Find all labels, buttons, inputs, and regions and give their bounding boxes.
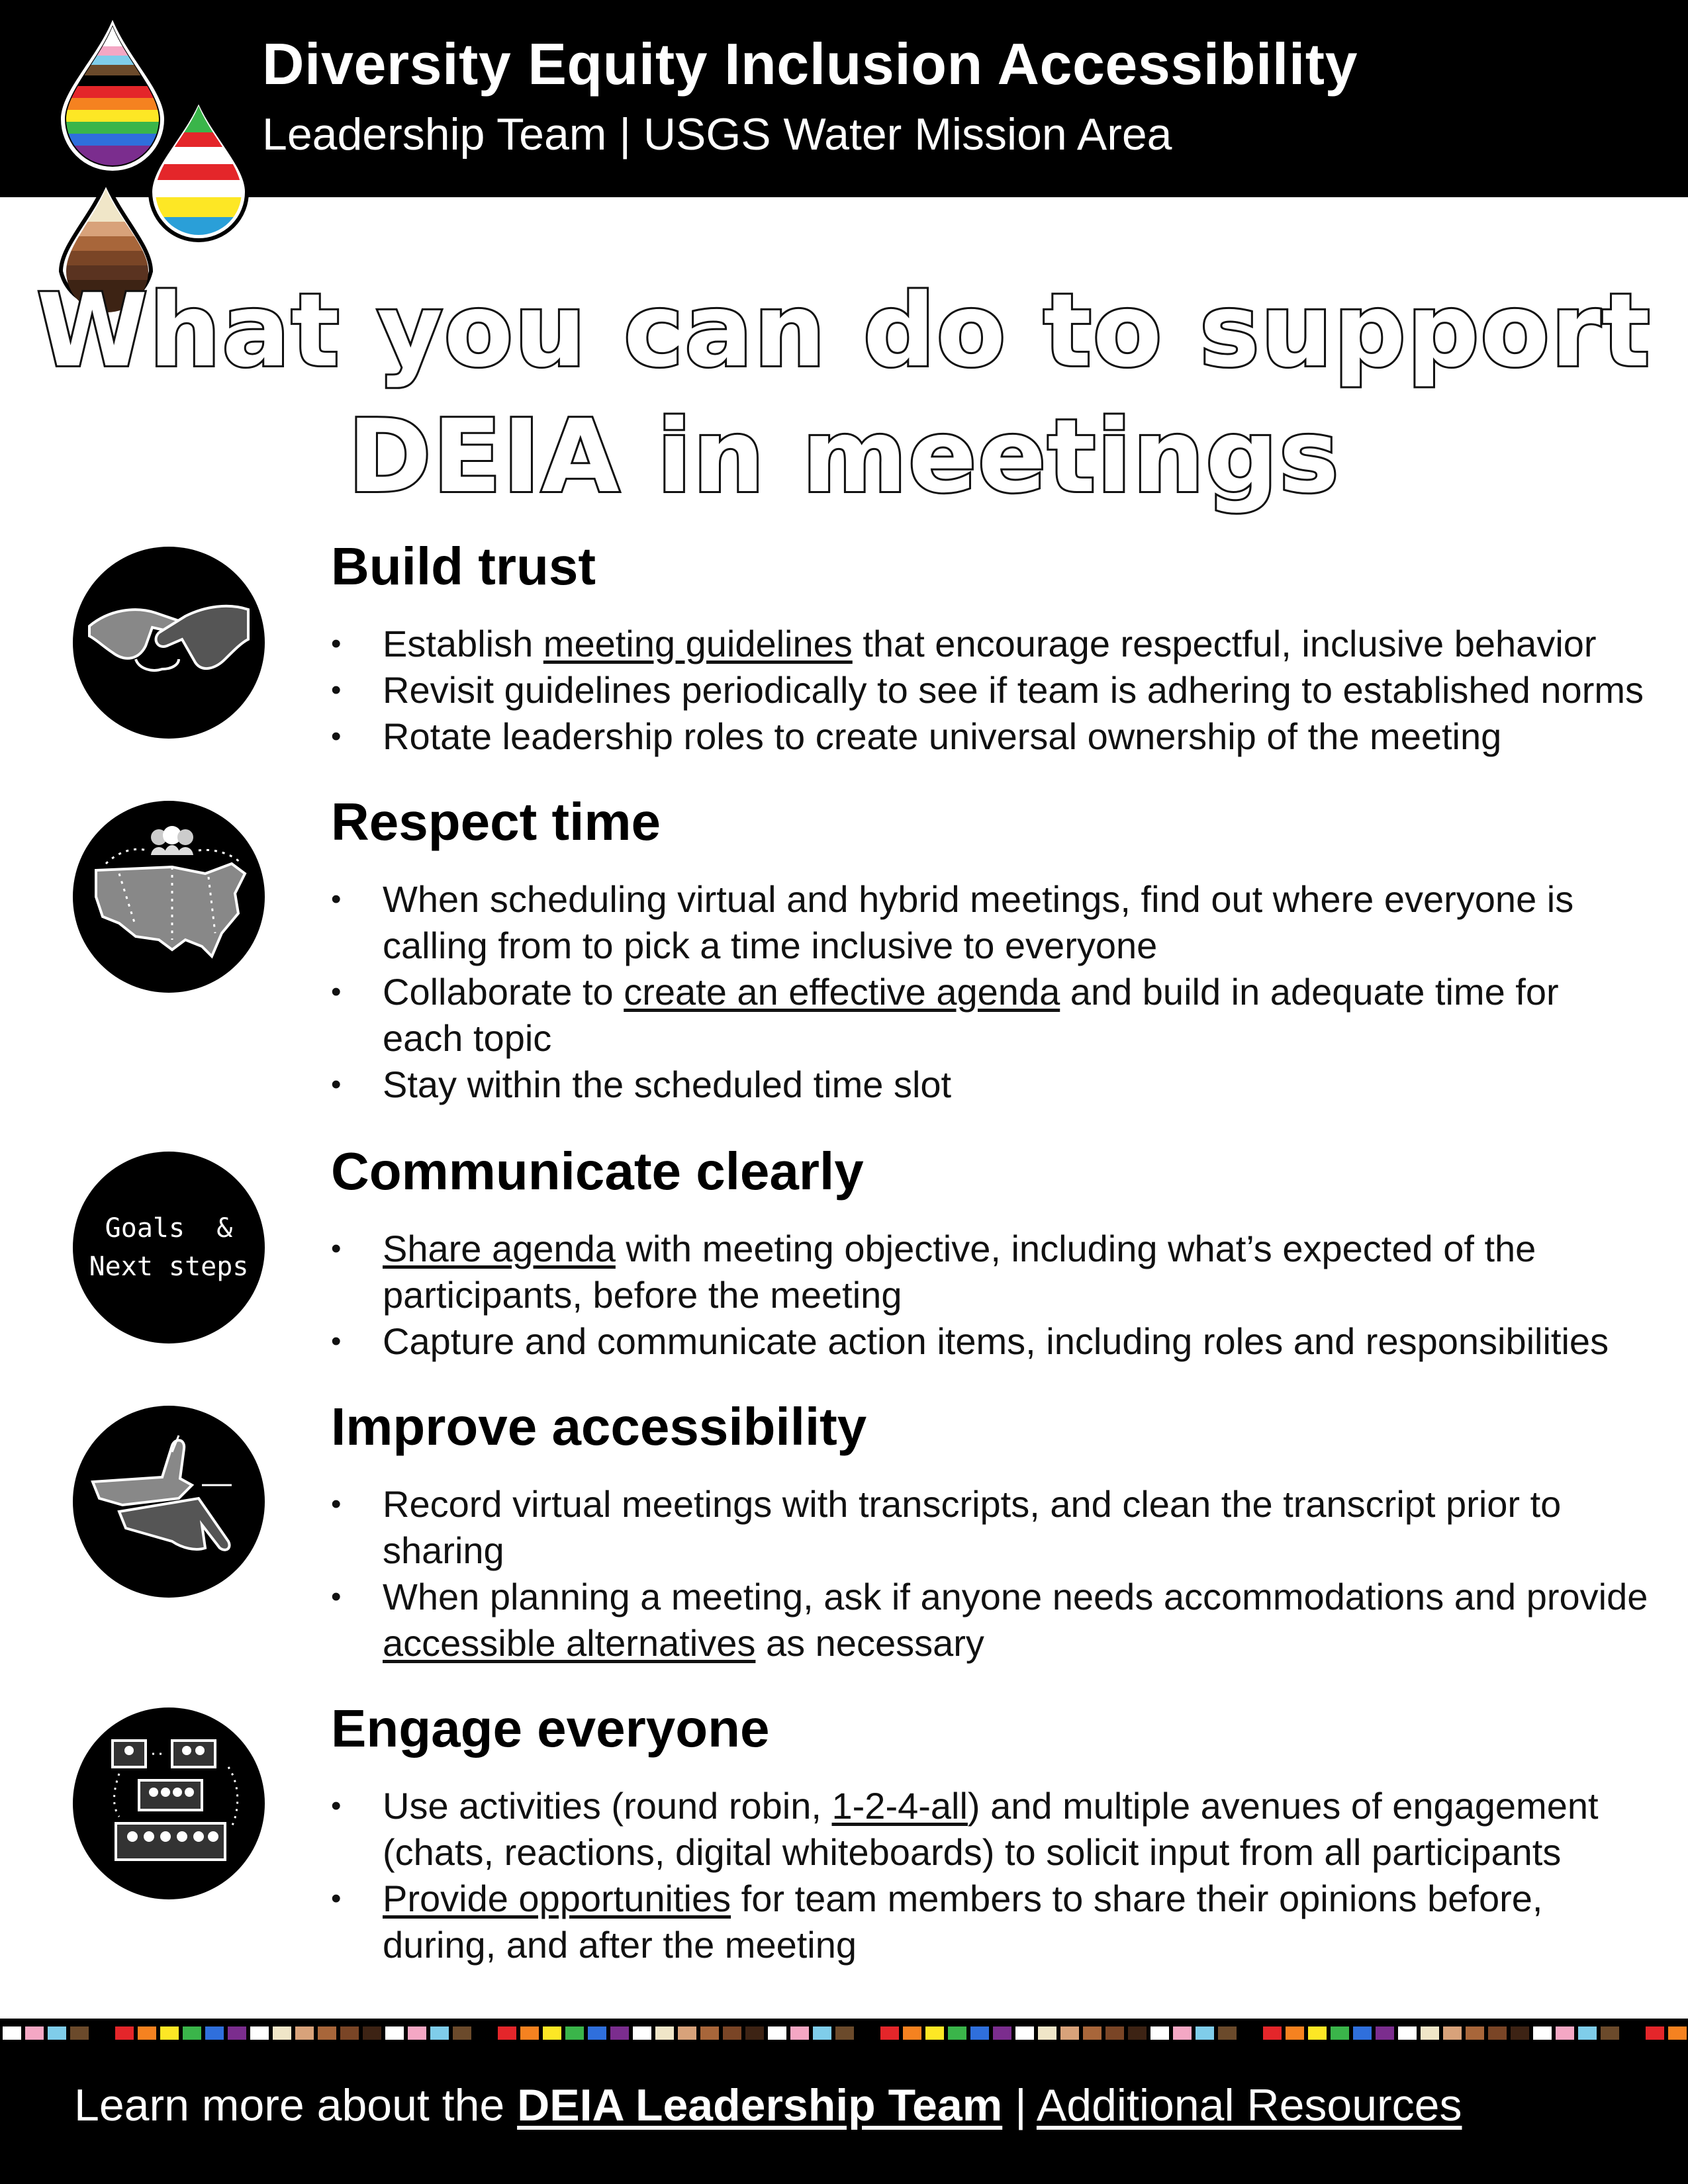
strip-square <box>48 2026 66 2040</box>
strip-square <box>475 2026 494 2040</box>
section-heading-build-trust: Build trust <box>331 537 596 596</box>
share-agenda-link[interactable]: Share agenda <box>383 1228 616 1269</box>
bullet-text: Establish <box>383 623 543 664</box>
icon-text-goals: Goals & <box>105 1213 233 1244</box>
improve-accessibility-list <box>331 1481 1648 1666</box>
strip-square <box>678 2026 696 2040</box>
handshake-icon <box>73 547 265 739</box>
header-subtitle: Leadership Team | USGS Water Mission Area <box>262 109 1172 159</box>
strip-square <box>993 2026 1011 2040</box>
engage-everyone-list <box>331 1783 1648 1968</box>
strip-square <box>1196 2026 1214 2040</box>
strip-square <box>610 2026 629 2040</box>
strip-square <box>228 2026 246 2040</box>
strip-square <box>633 2026 651 2040</box>
strip-square <box>1241 2026 1259 2040</box>
list-item <box>331 876 1648 969</box>
strip-square <box>1218 2026 1237 2040</box>
strip-square <box>1308 2026 1327 2040</box>
strip-square <box>1511 2026 1529 2040</box>
strip-square <box>138 2026 156 2040</box>
bullet-text: Use activities (round robin, <box>383 1785 832 1827</box>
strip-square <box>160 2026 179 2040</box>
list-item <box>331 1481 1648 1574</box>
footer <box>0 2042 1688 2184</box>
bullet-text: as necessary <box>755 1622 984 1664</box>
bullet-text: Capture and communicate action items, including roles and responsibilities <box>383 1320 1609 1362</box>
bullet-text: Rotate leadership roles to create universal ownership of the meeting <box>383 715 1502 757</box>
bullet-text: Record virtual meetings with transcripts, and clean the transcript prior to sharing <box>383 1483 1562 1571</box>
bullet-text: When planning a meeting, ask if anyone needs accommodations and provide <box>383 1576 1648 1617</box>
list-item <box>331 1783 1648 1876</box>
strip-square <box>250 2026 269 2040</box>
strip-square <box>1398 2026 1417 2040</box>
strip-square <box>543 2026 561 2040</box>
strip-square <box>1443 2026 1462 2040</box>
strip-square <box>363 2026 381 2040</box>
strip-square <box>205 2026 224 2040</box>
list-item <box>331 1574 1648 1666</box>
icon-text-next-steps: Next steps <box>89 1251 249 1282</box>
strip-square <box>655 2026 674 2040</box>
bullet-text: Stay within the scheduled time slot <box>383 1064 952 1105</box>
color-strip-squares <box>0 2019 1688 2042</box>
page-title-line-2: DEIA in meetings <box>348 398 1340 515</box>
strip-square <box>1533 2026 1552 2040</box>
strip-square <box>925 2026 944 2040</box>
goals-next-steps-icon <box>73 1152 265 1343</box>
respect-time-list <box>331 876 1648 1108</box>
strip-square <box>1286 2026 1304 2040</box>
strip-square <box>453 2026 471 2040</box>
strip-square <box>1015 2026 1034 2040</box>
strip-square <box>790 2026 809 2040</box>
strip-square <box>768 2026 786 2040</box>
bullet-text: and build in adequate time for each topic <box>383 971 1559 1059</box>
strip-square <box>970 2026 989 2040</box>
strip-square <box>588 2026 606 2040</box>
strip-square <box>430 2026 449 2040</box>
strip-square <box>3 2026 21 2040</box>
strip-square <box>1623 2026 1642 2040</box>
strip-square <box>813 2026 831 2040</box>
strip-square <box>1060 2026 1079 2040</box>
us-map-icon <box>73 801 265 993</box>
strip-square <box>1150 2026 1169 2040</box>
strip-square <box>1601 2026 1619 2040</box>
strip-square <box>1173 2026 1192 2040</box>
strip-square <box>1263 2026 1282 2040</box>
section-heading-improve-accessibility: Improve accessibility <box>331 1397 867 1456</box>
footer-text <box>74 2079 1462 2131</box>
strip-square <box>1668 2026 1687 2040</box>
bullet-text: When scheduling virtual and hybrid meetings, find out where everyone is calling from to pick a time inclusive to everyone <box>383 878 1574 966</box>
list-item <box>331 667 1648 713</box>
strip-square <box>565 2026 584 2040</box>
strip-square <box>1376 2026 1394 2040</box>
section-heading-communicate-clearly: Communicate clearly <box>331 1142 864 1201</box>
strip-square <box>93 2026 111 2040</box>
strip-square <box>1578 2026 1597 2040</box>
strip-square <box>1353 2026 1372 2040</box>
deia-leadership-team-link[interactable]: DEIA Leadership Team <box>517 2080 1003 2130</box>
provide-opportunities-link[interactable]: Provide opportunities <box>383 1878 731 1919</box>
page-title-line-1: What you can do to support <box>36 272 1652 389</box>
section-heading-engage-everyone: Engage everyone <box>331 1699 770 1758</box>
strip-square <box>1488 2026 1507 2040</box>
strip-square <box>1331 2026 1349 2040</box>
bullet-text: with meeting objective, including what’s expected of the participants, before the meeting <box>383 1228 1536 1316</box>
list-item <box>331 621 1648 667</box>
list-item <box>331 1876 1648 1968</box>
virtual-meeting-icon <box>73 1707 265 1899</box>
bullet-text: ) and multiple avenues of engagement (chats, reactions, digital whiteboards) to solicit input from all participants <box>383 1785 1599 1873</box>
strip-square <box>948 2026 966 2040</box>
strip-square <box>745 2026 764 2040</box>
bullet-text: Collaborate to <box>383 971 624 1013</box>
strip-square <box>1038 2026 1056 2040</box>
strip-square <box>115 2026 134 2040</box>
strip-square <box>1466 2026 1484 2040</box>
strip-square <box>273 2026 291 2040</box>
communicate-clearly-list <box>331 1226 1648 1365</box>
strip-square <box>520 2026 539 2040</box>
strip-square <box>835 2026 854 2040</box>
strip-square <box>700 2026 719 2040</box>
strip-square <box>25 2026 44 2040</box>
list-item <box>331 1226 1648 1318</box>
accessible-alternatives-link[interactable]: accessible alternatives <box>383 1622 756 1664</box>
list-item <box>331 969 1648 1062</box>
strip-square <box>498 2026 516 2040</box>
strip-square <box>1646 2026 1664 2040</box>
list-item <box>331 713 1648 760</box>
build-trust-list <box>331 621 1648 760</box>
strip-square <box>1083 2026 1102 2040</box>
strip-square <box>385 2026 404 2040</box>
footer-lead-text: Learn more about the <box>74 2080 518 2130</box>
strip-square <box>1421 2026 1439 2040</box>
meeting-guidelines-link[interactable]: meeting guidelines <box>543 623 853 664</box>
strip-square <box>880 2026 899 2040</box>
sign-language-hands-icon <box>73 1406 265 1598</box>
strip-square <box>70 2026 89 2040</box>
header-title: Diversity Equity Inclusion Accessibility <box>262 31 1358 97</box>
strip-square <box>858 2026 876 2040</box>
strip-square <box>408 2026 426 2040</box>
strip-square <box>1128 2026 1147 2040</box>
footer-separator: | <box>1002 2080 1037 2130</box>
strip-square <box>340 2026 359 2040</box>
one-two-four-all-link[interactable]: 1-2-4-all <box>831 1785 968 1827</box>
effective-agenda-link[interactable]: create an effective agenda <box>624 971 1060 1013</box>
bullet-text: Revisit guidelines periodically to see if team is adhering to established norms <box>383 669 1644 711</box>
color-strip <box>0 2019 1688 2042</box>
list-item <box>331 1318 1648 1365</box>
bullet-text: that encourage respectful, inclusive behavior <box>852 623 1597 664</box>
strip-square <box>1556 2026 1574 2040</box>
strip-square <box>903 2026 921 2040</box>
additional-resources-link[interactable]: Additional Resources <box>1036 2080 1462 2130</box>
strip-square <box>318 2026 336 2040</box>
section-heading-respect-time: Respect time <box>331 792 661 851</box>
strip-square <box>723 2026 741 2040</box>
bullet-text: for team members to share their opinions before, during, and after the meeting <box>383 1878 1543 1966</box>
strip-square <box>183 2026 201 2040</box>
list-item <box>331 1062 1648 1108</box>
strip-square <box>1105 2026 1124 2040</box>
strip-square <box>295 2026 314 2040</box>
